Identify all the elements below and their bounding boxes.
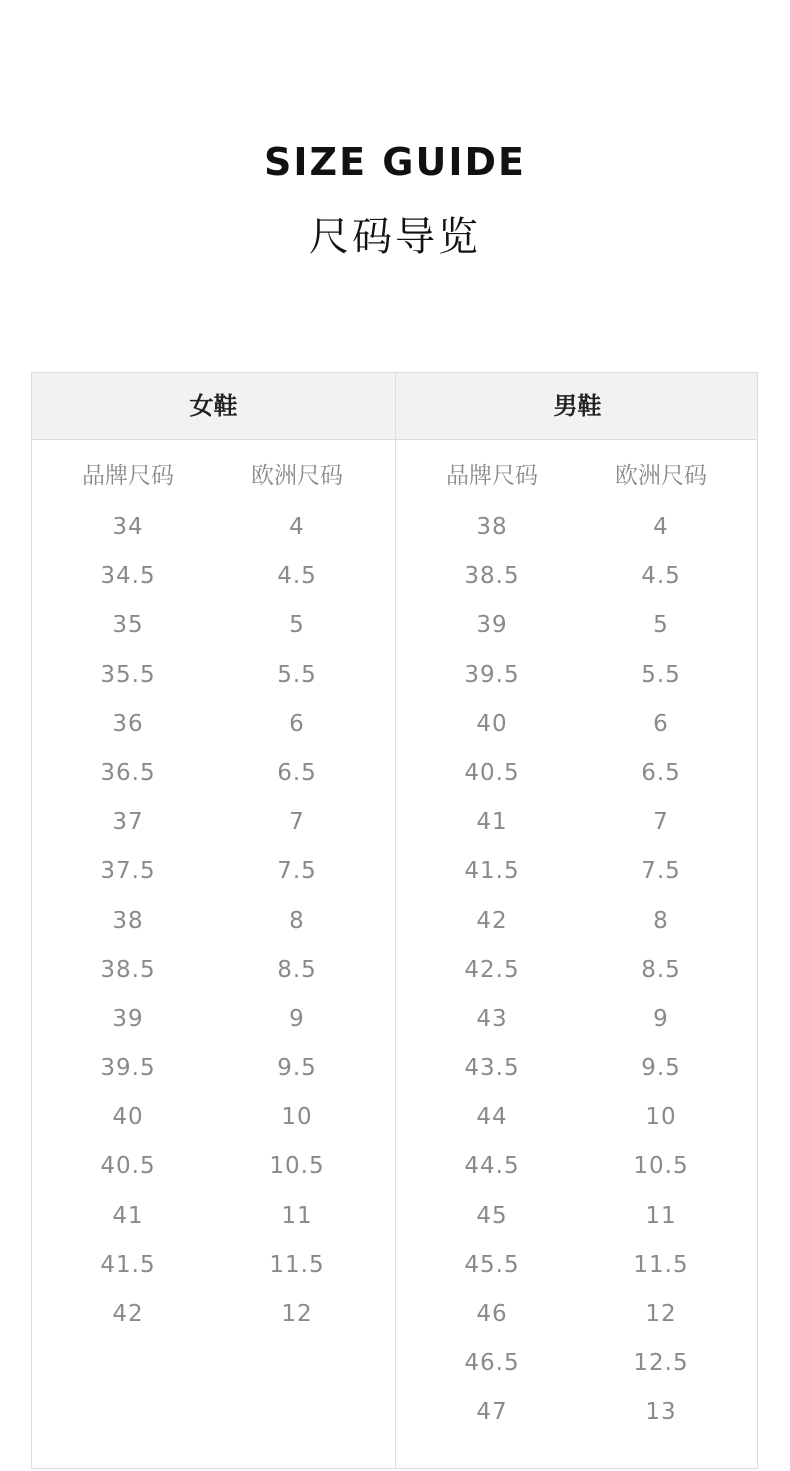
eu-size-cell: 6.5 [277,759,317,786]
brand-size-cell: 36.5 [100,759,156,786]
men-col-eu: 欧洲尺码 [615,463,707,489]
brand-size-cell: 37 [112,809,144,836]
eu-size-cell: 7 [289,809,305,836]
table-row [396,605,759,654]
brand-size-cell: 47 [476,1399,508,1426]
table-row [32,1294,395,1343]
brand-size-cell: 39 [476,612,508,639]
table-row [396,1392,759,1441]
brand-size-cell: 46.5 [464,1350,520,1377]
eu-size-cell: 7 [653,809,669,836]
table-row [396,655,759,704]
table-row [32,802,395,851]
eu-size-cell: 5.5 [641,661,681,688]
eu-size-cell: 7.5 [641,858,681,885]
brand-size-cell: 43 [476,1005,508,1032]
brand-size-cell: 41 [112,1202,144,1229]
table-row [32,950,395,999]
table-row [396,753,759,802]
eu-size-cell: 6.5 [641,759,681,786]
eu-size-cell: 11.5 [633,1251,689,1278]
table-row [396,1294,759,1343]
table-row [396,1196,759,1245]
brand-size-cell: 39 [112,1005,144,1032]
brand-size-cell: 40.5 [464,759,520,786]
women-title: 女鞋 [189,392,238,420]
brand-size-cell: 35 [112,612,144,639]
eu-size-cell: 9 [653,1005,669,1032]
brand-size-cell: 34 [112,514,144,540]
table-row [396,851,759,900]
eu-size-cell: 8 [653,907,669,934]
brand-size-cell: 40 [112,1104,144,1131]
eu-size-cell: 5 [289,612,305,639]
table-row [396,1245,759,1294]
table-row [32,556,395,605]
brand-size-cell: 42.5 [464,956,520,983]
eu-size-cell: 9.5 [641,1055,681,1082]
eu-size-cell: 8.5 [641,956,681,983]
brand-size-cell: 38.5 [464,563,520,590]
eu-size-cell: 6 [653,710,669,737]
brand-size-cell: 40.5 [100,1153,156,1180]
eu-size-cell: 13 [645,1399,677,1426]
brand-size-cell: 46 [476,1301,508,1327]
brand-size-cell: 44.5 [464,1153,520,1180]
eu-size-cell: 8.5 [277,956,317,983]
brand-size-cell: 36 [112,710,144,737]
eu-size-cell: 9 [289,1005,305,1032]
table-row [396,901,759,950]
eu-size-cell: 11 [281,1202,313,1229]
table-row [32,704,395,753]
brand-size-cell: 38 [112,907,144,934]
table-row [32,999,395,1048]
brand-size-cell: 45 [476,1202,508,1229]
women-col-brand: 品牌尺码 [82,463,174,489]
brand-size-cell: 41 [476,809,508,836]
eu-size-cell: 8 [289,907,305,934]
men-col-brand: 品牌尺码 [446,463,538,489]
brand-size-cell: 39.5 [100,1055,156,1082]
table-row [396,802,759,851]
table-row [396,999,759,1048]
brand-size-cell: 45.5 [464,1251,520,1278]
eu-size-cell: 10.5 [269,1153,325,1180]
page-title: SIZE GUIDE [264,140,526,184]
eu-size-cell: 4 [653,514,669,540]
eu-size-cell: 5 [653,612,669,639]
eu-size-cell: 10.5 [633,1153,689,1180]
table-row [32,605,395,654]
eu-size-cell: 11 [645,1202,677,1229]
women-panel [32,373,395,1468]
table-row [396,1146,759,1195]
size-table [31,372,758,1469]
brand-size-cell: 38 [476,514,508,540]
table-row [32,507,395,556]
table-row [396,1097,759,1146]
brand-size-cell: 44 [476,1104,508,1131]
eu-size-cell: 4.5 [277,563,317,590]
brand-size-cell: 38.5 [100,956,156,983]
table-row [396,1343,759,1392]
brand-size-cell: 35.5 [100,661,156,688]
eu-size-cell: 6 [289,710,305,737]
brand-size-cell: 42 [112,1301,144,1327]
brand-size-cell: 40 [476,710,508,737]
brand-size-cell: 37.5 [100,858,156,885]
women-rows [32,507,395,1343]
table-row [32,1146,395,1195]
table-row [32,1196,395,1245]
eu-size-cell: 12.5 [633,1350,689,1377]
table-row [32,851,395,900]
table-row [396,704,759,753]
brand-size-cell: 42 [476,907,508,934]
eu-size-cell: 9.5 [277,1055,317,1082]
men-rows [396,507,759,1442]
table-row [396,950,759,999]
table-row [32,655,395,704]
eu-size-cell: 5.5 [277,661,317,688]
brand-size-cell: 34.5 [100,563,156,590]
brand-size-cell: 43.5 [464,1055,520,1082]
eu-size-cell: 12 [645,1301,677,1327]
eu-size-cell: 7.5 [277,858,317,885]
table-row [32,753,395,802]
eu-size-cell: 4 [289,514,305,540]
table-row [32,1097,395,1146]
table-row [396,1048,759,1097]
men-title: 男鞋 [553,392,602,420]
table-row [32,1048,395,1097]
eu-size-cell: 12 [281,1301,313,1327]
brand-size-cell: 41.5 [100,1251,156,1278]
page-subtitle: 尺码导览 [309,214,481,260]
table-row [396,556,759,605]
eu-size-cell: 11.5 [269,1251,325,1278]
table-row [32,1245,395,1294]
brand-size-cell: 39.5 [464,661,520,688]
eu-size-cell: 4.5 [641,563,681,590]
women-col-eu: 欧洲尺码 [251,463,343,489]
table-row [32,901,395,950]
men-panel [396,373,759,1468]
table-row [396,507,759,556]
eu-size-cell: 10 [645,1104,677,1131]
eu-size-cell: 10 [281,1104,313,1131]
brand-size-cell: 41.5 [464,858,520,885]
